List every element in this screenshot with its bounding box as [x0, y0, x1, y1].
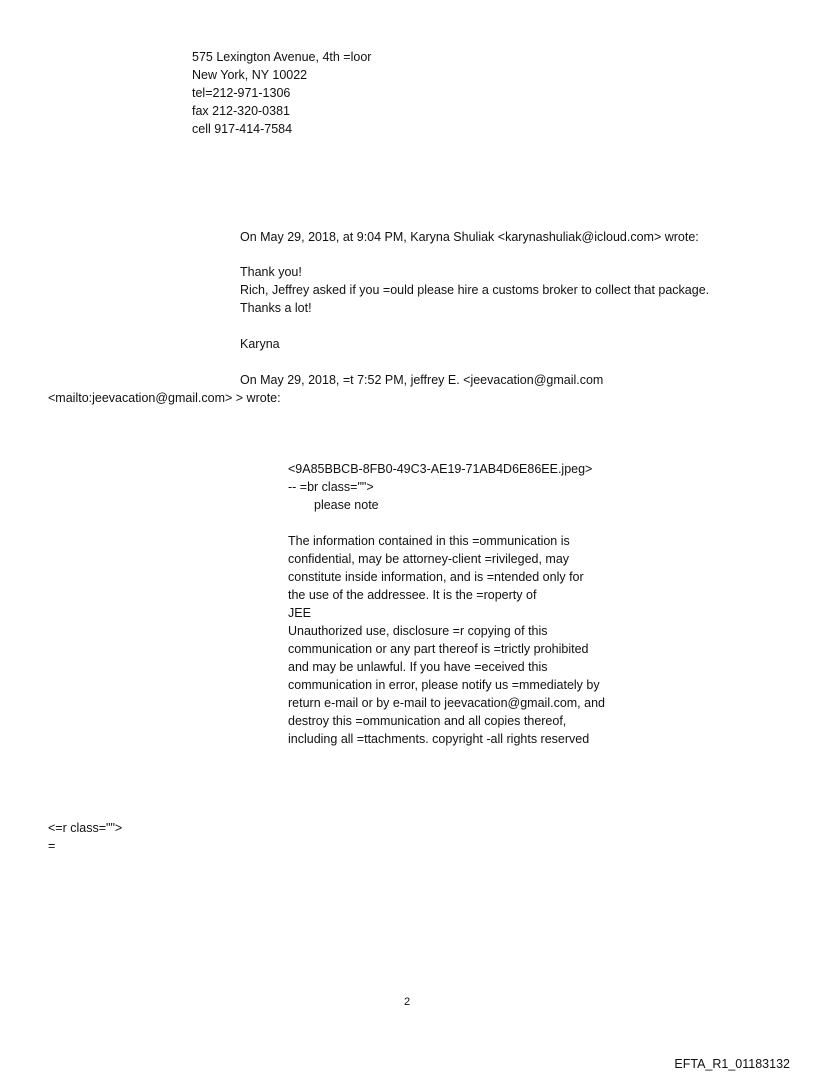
disclaimer-line: destroy this =ommunication and all copies thereof, [288, 714, 567, 728]
disclaimer-line: constitute inside information, and is =ntended only for [288, 570, 584, 584]
address-block [192, 48, 371, 138]
attachment-filename: <9A85BBCB-8FB0-49C3-AE19-71AB4D6E86EE.jpeg> [288, 462, 593, 476]
disclaimer-line: and may be unlawful. If you have =eceived this [288, 660, 548, 674]
quoted-message-header: On May 29, 2018, =t 7:52 PM, jeffrey E. <jeevacation@gmail.com [240, 373, 604, 387]
please-note-label: please note [314, 498, 379, 512]
quoted-message-header: On May 29, 2018, at 9:04 PM, Karyna Shuliak <karynashuliak@icloud.com> wrote: [240, 230, 699, 244]
disclaimer-line: communication or any part thereof is =trictly prohibited [288, 642, 589, 656]
markup-fragment: <=r class=""> [48, 821, 123, 835]
disclaimer-line: confidential, may be attorney-client =rivileged, may [288, 552, 570, 566]
disclaimer-line: communication in error, please notify us =mmediately by [288, 678, 600, 692]
markup-fragment: = [48, 839, 56, 853]
address-line: cell 917-414-7584 [192, 122, 293, 136]
page-number: 2 [404, 996, 411, 1008]
disclaimer-line: Unauthorized use, disclosure =r copying of this [288, 624, 548, 638]
quoted-message-header-continued: <mailto:jeevacation@gmail.com> > wrote: [48, 391, 281, 405]
markup-fragment: -- =br class=""> [288, 480, 374, 494]
address-line: 575 Lexington Avenue, 4th =loor [192, 50, 372, 64]
confidentiality-disclaimer [288, 532, 605, 748]
quoted-message-body [240, 263, 709, 317]
message-line: Thank you! [240, 265, 302, 279]
address-line: fax 212-320-0381 [192, 104, 290, 118]
message-line: Thanks a lot! [240, 301, 312, 315]
disclaimer-line: the use of the addressee. It is the =roperty of [288, 588, 537, 602]
message-signature: Karyna [240, 337, 280, 351]
message-line: Rich, Jeffrey asked if you =ould please hire a customs broker to collect that package. [240, 283, 710, 297]
disclaimer-line: The information contained in this =ommunication is [288, 534, 570, 548]
address-line: tel=212-971-1306 [192, 86, 291, 100]
disclaimer-line: return e-mail or by e-mail to jeevacation@gmail.com, and [288, 696, 605, 710]
disclaimer-line: JEE [288, 606, 311, 620]
document-id: EFTA_R1_01183132 [674, 1057, 790, 1071]
disclaimer-line: including all =ttachments. copyright -all rights reserved [288, 732, 590, 746]
address-line: New York, NY 10022 [192, 68, 308, 82]
